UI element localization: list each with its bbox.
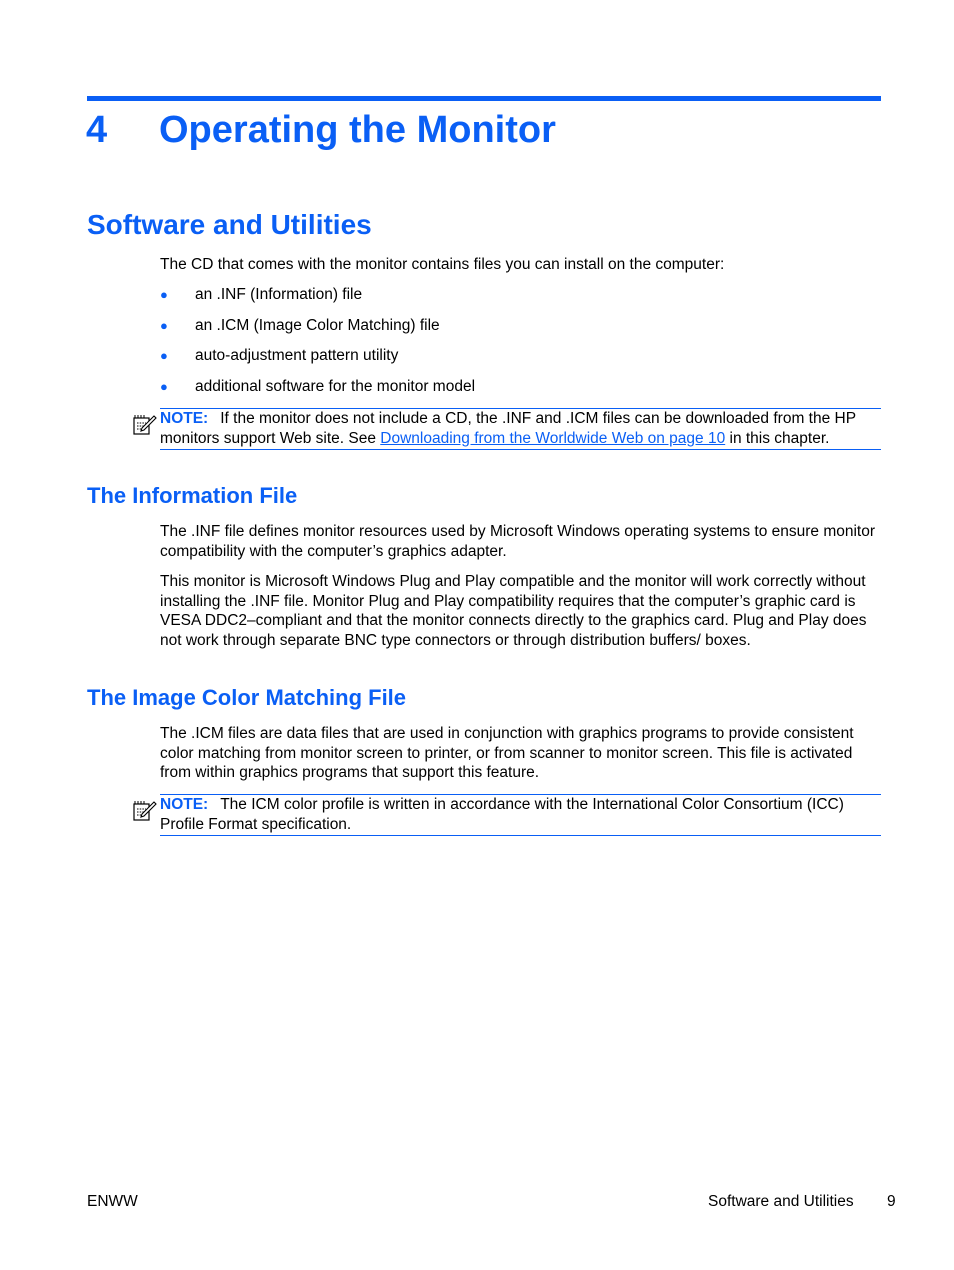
file-list — [160, 284, 880, 406]
chapter-title: Operating the Monitor — [159, 109, 556, 151]
bullet-icon: ● — [160, 317, 168, 333]
information-file-heading: The Information File — [87, 483, 298, 508]
note-label: NOTE: — [160, 410, 209, 427]
information-file-paragraph-1: The .INF file defines monitor resources used by Microsoft Windows operating systems to ensure monitor compatibility with the computer’s graphics adapter. — [160, 523, 876, 560]
icm-file-heading: The Image Color Matching File — [87, 685, 407, 710]
note-text: The ICM color profile is written in accordance with the International Color Consortium (ICC) Profile Format specification. — [160, 796, 844, 833]
download-page-link[interactable]: Downloading from the Worldwide Web on page 10 — [380, 429, 726, 447]
list-item: ● an .INF (Information) file — [160, 284, 880, 315]
note-pencil-icon — [133, 413, 157, 435]
bullet-icon: ● — [160, 287, 168, 302]
bullet-icon: ● — [160, 348, 168, 363]
section-intro: The CD that comes with the monitor contains files you can install on the computer: — [160, 256, 725, 273]
information-file-paragraph-2: This monitor is Microsoft Windows Plug and Play compatible and the monitor will work correctly without installing the .INF file. Monitor Plug and Play compatibility requires that the computer’s graphic card is VESA DDC2–compliant and that the monitor connects directly to the graphics card. Plug and Play does not work through separate BNC type connectors or through distribution buffers/ boxes. — [160, 573, 867, 649]
page-number: 9 — [887, 1193, 896, 1210]
note-icm-profile — [160, 794, 881, 836]
bullet-icon: ● — [160, 378, 168, 394]
note-text-tail: in this chapter. — [725, 429, 830, 447]
chapter-heading — [86, 106, 556, 154]
note-cd-download — [160, 408, 881, 450]
note-label: NOTE: — [160, 796, 209, 813]
chapter-number: 4 — [86, 109, 108, 151]
footer-section-title: Software and Utilities — [708, 1193, 854, 1210]
list-item: ● auto-adjustment pattern utility — [160, 345, 880, 376]
note-pencil-icon — [133, 799, 157, 821]
chapter-rule — [87, 96, 881, 101]
icm-file-paragraph: The .ICM files are data files that are used in conjunction with graphics programs to provide consistent color matching from monitor screen to printer, or from scanner to monitor screen. This file is activated from within graphics programs that support this feature. — [160, 725, 854, 781]
section-title: Software and Utilities — [87, 209, 372, 240]
list-item: ● an .ICM (Image Color Matching) file — [160, 315, 880, 346]
note-text: If the monitor does not include a CD, the .INF and .ICM files can be downloaded from the HP monitors support Web site. See — [160, 410, 856, 447]
footer-left: ENWW — [87, 1193, 138, 1210]
list-item: ● additional software for the monitor model — [160, 376, 880, 407]
